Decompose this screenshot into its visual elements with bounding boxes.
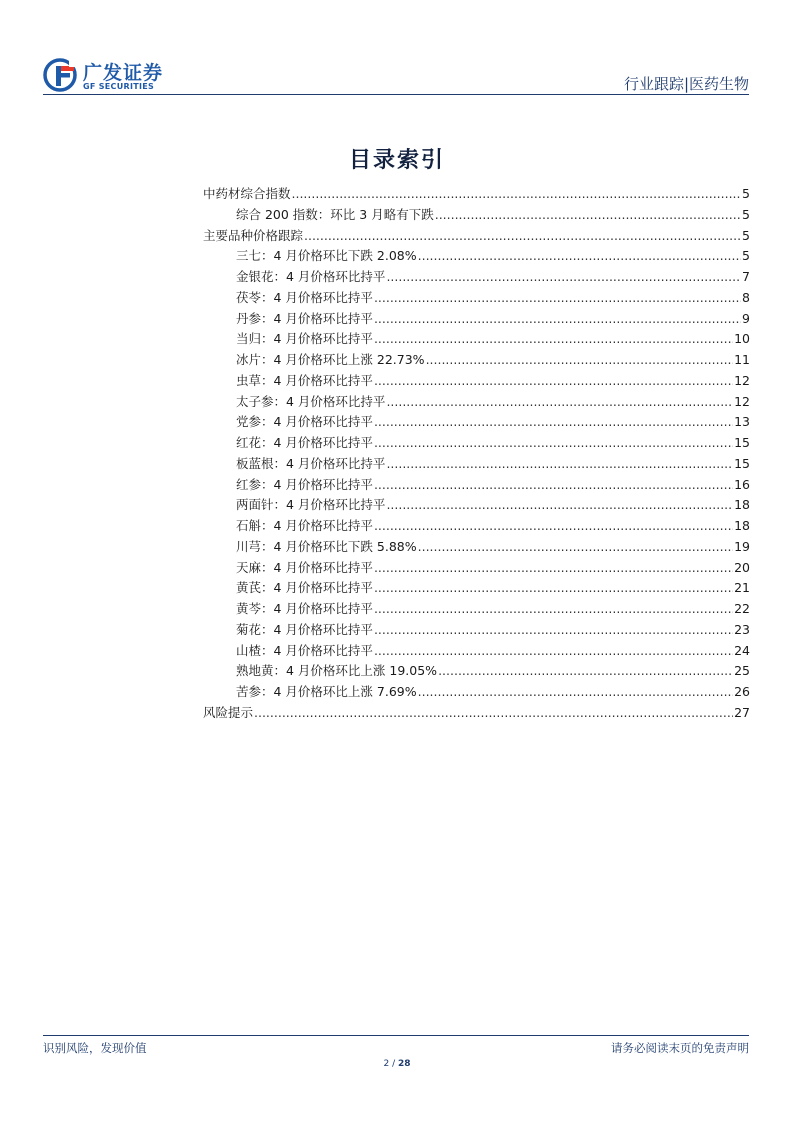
toc-entry-title: 主要品种价格跟踪 [203,227,304,243]
toc-entry-title: 两面针：4 月价格环比持平 [236,497,386,513]
toc-entry[interactable] [203,516,750,537]
toc-entry[interactable] [203,371,750,392]
toc-entry-title: 当归：4 月价格环比持平 [236,331,373,347]
toc-entry-page: 5 [742,206,750,222]
page-title: 目录索引 [348,148,445,173]
toc-dot-leader [438,663,733,678]
toc-entry[interactable] [203,246,750,267]
toc-entry-title: 太子参：4 月价格环比持平 [236,393,386,409]
toc-entry-title: 综合 200 指数：环比 3 月略有下跌 [236,206,434,222]
toc-entry-title: 山楂：4 月价格环比持平 [236,642,373,658]
toc-entry-title: 丹参：4 月价格环比持平 [236,310,373,326]
toc-entry-title: 板蓝根：4 月价格环比持平 [236,455,386,471]
toc-dot-leader [386,497,733,512]
toc-entry-title: 菊花：4 月价格环比持平 [236,621,373,637]
toc-entry-page: 20 [734,559,750,575]
toc-entry-page: 23 [734,621,750,637]
toc-entry-page: 8 [742,289,750,305]
toc-entry-page: 9 [742,310,750,326]
toc-entry[interactable] [203,392,750,413]
toc-entry-page: 13 [734,414,750,430]
toc-entry-title: 中药材综合指数 [203,186,291,201]
toc-entry-page: 24 [734,642,750,658]
toc-dot-leader [374,477,733,492]
toc-entry[interactable] [203,267,750,288]
toc-entry[interactable] [203,537,750,558]
toc-entry-page: 21 [734,580,750,596]
toc-entry-page: 16 [734,476,750,492]
toc-entry-page: 5 [742,186,750,201]
toc-dot-leader [374,435,733,450]
toc-entry-page: 18 [734,497,750,513]
toc-entry[interactable] [203,661,750,682]
toc-entry-title: 天麻：4 月价格环比持平 [236,559,373,575]
footer-divider [43,1035,749,1036]
page-current: 2 [383,1059,390,1069]
toc-entry-title: 红参：4 月价格环比持平 [236,476,373,492]
toc-entry-page: 19 [734,538,750,554]
toc-dot-leader [386,269,741,284]
toc-entry[interactable] [203,620,750,641]
toc-entry-title: 风险提示 [203,704,254,720]
toc-entry[interactable] [203,578,750,599]
toc-dot-leader [418,539,733,554]
toc-dot-leader [386,394,733,409]
toc-dot-leader [374,331,733,346]
toc-entry[interactable] [203,433,750,454]
toc-entry-page: 27 [734,704,750,720]
toc-dot-leader [374,622,733,637]
toc-entry[interactable] [203,329,750,350]
toc-entry[interactable] [203,475,750,496]
toc-entry[interactable] [203,205,750,226]
toc-entry-page: 7 [742,269,750,284]
toc-dot-leader [418,684,733,699]
toc-entry-title: 党参：4 月价格环比持平 [236,414,373,430]
toc-entry[interactable] [203,454,750,475]
toc-entry-title: 石斛：4 月价格环比持平 [236,518,373,533]
toc-entry-page: 12 [734,372,750,388]
toc-entry[interactable] [203,309,750,330]
toc-entry-page: 22 [734,601,750,616]
page-total: 28 [397,1059,411,1069]
toc-entry[interactable] [203,412,750,433]
toc-entry-page: 15 [734,435,750,450]
report-category: 行业跟踪|医药生物 [623,75,749,93]
toc-entry-page: 18 [734,518,750,533]
toc-dot-leader [374,290,741,305]
toc-dot-leader [426,352,734,367]
toc-entry[interactable] [203,682,750,703]
toc-entry-title: 冰片：4 月价格环比上涨 22.73% [236,352,425,367]
toc-dot-leader [386,456,733,471]
toc-dot-leader [374,643,733,658]
toc-entry-page: 11 [734,352,750,367]
toc-entry-page: 5 [742,248,750,264]
toc-entry-page: 26 [734,684,750,699]
page-number [0,1059,794,1069]
page-header [0,0,794,95]
toc-entry[interactable] [203,599,750,620]
table-of-contents [203,184,750,724]
toc-dot-leader [374,580,733,595]
toc-dot-leader [292,186,742,201]
company-logo [43,57,173,93]
toc-entry[interactable] [203,226,750,247]
toc-entry[interactable] [203,184,750,205]
toc-entry-title: 金银花：4 月价格环比持平 [236,269,386,284]
toc-dot-leader [418,248,741,263]
toc-dot-leader [374,518,733,533]
toc-dot-leader [304,228,741,243]
page-separator: / [389,1059,398,1069]
footer-slogan: 识别风险，发现价值 [43,1041,147,1055]
toc-entry[interactable] [203,558,750,579]
toc-dot-leader [254,705,733,720]
toc-entry-title: 熟地黄：4 月价格环比上涨 19.05% [236,663,438,679]
toc-entry-title: 苦参：4 月价格环比上涨 7.69% [236,684,417,699]
toc-entry-page: 25 [734,663,750,679]
toc-entry-page: 5 [742,227,750,243]
toc-dot-leader [374,414,733,429]
header-divider [43,94,749,95]
toc-entry[interactable] [203,641,750,662]
toc-entry[interactable] [203,495,750,516]
toc-entry-page: 12 [734,393,750,409]
logo-chinese-name: 广发证券 [83,62,164,84]
toc-entry[interactable] [203,350,750,371]
toc-entry-title: 黄芪：4 月价格环比持平 [236,580,373,596]
toc-entry-title: 三七：4 月价格环比下跌 2.08% [236,248,417,264]
toc-dot-leader [374,560,733,575]
toc-entry[interactable] [203,703,750,724]
toc-entry-title: 茯苓：4 月价格环比持平 [236,289,373,305]
toc-dot-leader [374,601,733,616]
gf-logo-icon [43,57,79,93]
toc-dot-leader [374,373,733,388]
toc-entry[interactable] [203,288,750,309]
toc-entry-page: 15 [734,455,750,471]
toc-dot-leader [374,311,741,326]
toc-entry-title: 红花：4 月价格环比持平 [236,435,373,450]
footer-disclaimer-note: 请务必阅读末页的免责声明 [611,1041,749,1055]
toc-entry-page: 10 [734,331,750,347]
toc-entry-title: 黄芩：4 月价格环比持平 [236,601,373,616]
toc-entry-title: 虫草：4 月价格环比持平 [236,372,373,388]
logo-english-name: GF SECURITIES [83,82,155,91]
toc-entry-title: 川芎：4 月价格环比下跌 5.88% [236,538,417,554]
toc-dot-leader [435,207,741,222]
